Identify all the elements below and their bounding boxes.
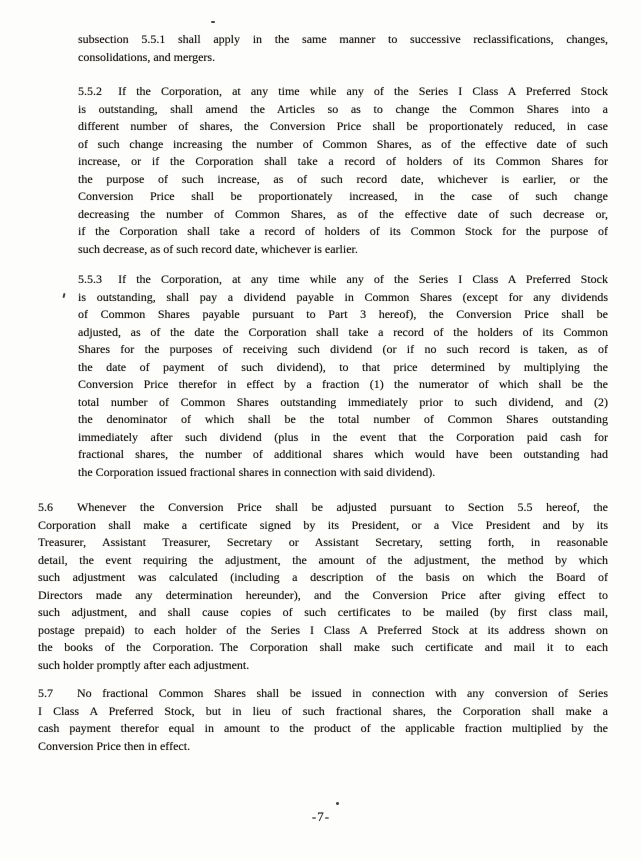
text-line: 5.5.3 If the Corporation, at any time while any of the Series I Class A Preferred Stock (78, 272, 608, 286)
text-line: adjusted, as of the date the Corporation shall take a record of the holders of its Common (78, 324, 608, 339)
text-line: total number of Common Shares outstanding immediately prior to such dividend, and (2) (78, 394, 608, 409)
text-line: 5.7 No fractional Common Shares shall be issued in connection with any conversion of Series (38, 686, 608, 700)
text-line: is outstanding, shall amend the Articles so as to change the Common Shares into a (78, 101, 608, 116)
text-line: the purpose of such increase, as of such record date, whichever is earlier, or the (78, 171, 608, 186)
text-line: of such change increasing the number of Common Shares, as of the effective date of such (78, 136, 608, 151)
text-line: Treasurer, Assistant Treasurer, Secretary or Assistant Secretary, setting forth, in reasonable (38, 535, 608, 549)
text-line: Conversion Price shall be proportionately increased, in the case of such change (78, 189, 608, 203)
text-line: cash payment therefor equal in amount to the product of the applicable fraction multiplied by the (38, 721, 608, 735)
text-line: Directors made any determination hereunder), and the Conversion Price after giving effect to (38, 587, 608, 602)
text-line: fractional shares, the number of additional shares which would have been outstanding had (78, 447, 608, 461)
text-line: if the Corporation shall take a record of holders of its Common Stock for the purpose of (78, 224, 608, 238)
text-line: 5.5.2 If the Corporation, at any time while any of the Series I Class A Preferred Stock (78, 84, 608, 98)
page-number: -7- (311, 809, 331, 824)
text-line: Conversion Price therefor in effect by a fraction (1) the numerator of which shall be the (78, 377, 608, 391)
text-line: subsection 5.5.1 shall apply in the same manner to successive reclassifications, changes, (78, 32, 608, 46)
text-line: such holder promptly after each adjustment. (38, 657, 250, 672)
text-line: such adjustment, and shall cause copies of such certificates to be mailed (by first class mail, (38, 605, 608, 619)
text-line: Shares for the purposes of receiving such dividend (or if no such record is taken, as of (78, 342, 608, 356)
text-line: the books of the Corporation. The Corporation shall make such certificate and mail it to each (38, 640, 608, 654)
text-line: the date of payment of such dividend), to that price determined by multiplying the (78, 359, 608, 374)
scan-speck (336, 802, 339, 805)
paragraph-5-6 (38, 499, 608, 674)
scan-speck (211, 21, 215, 23)
text-line: the denominator of which shall be the total number of Common Shares outstanding (78, 412, 608, 426)
text-line: increase, or if the Corporation shall take a record of holders of its Common Shares for (78, 154, 608, 168)
text-line: the Corporation issued fractional shares in connection with said dividend). (78, 464, 436, 479)
text-line: such adjustment was calculated (including a description of the basis on which the Board of (38, 570, 608, 584)
paragraph-5-7 (38, 685, 608, 755)
text-line: immediately after such dividend (plus in the event that the Corporation paid cash for (78, 429, 608, 444)
text-line: Corporation shall make a certificate signed by its President, or a Vice President and by its (38, 517, 608, 532)
paragraph-5-5-3 (78, 271, 608, 481)
scan-speck (62, 293, 65, 298)
text-line: detail, the event requiring the adjustment, the amount of the adjustment, the method by which (38, 552, 608, 567)
text-line: 5.6 Whenever the Conversion Price shall be adjusted pursuant to Section 5.5 hereof, the (38, 500, 608, 514)
text-line: consolidations, and mergers. (78, 49, 216, 64)
text-line: postage prepaid) to each holder of the Series I Class A Preferred Stock at its address shown on (38, 622, 608, 637)
text-line: different number of shares, the Conversion Price shall be proportionately reduced, in case (78, 119, 608, 133)
text-line: such decrease, as of such record date, whichever is earlier. (78, 241, 358, 256)
text-line: I Class A Preferred Stock, but in lieu of such fractional shares, the Corporation shall make a (38, 703, 608, 718)
text-line: Conversion Price then in effect. (38, 738, 191, 753)
paragraph-5-5-2 (78, 83, 608, 258)
text-line: is outstanding, shall pay a dividend payable in Common Shares (except for any dividends (78, 289, 608, 304)
text-line: of Common Shares payable pursuant to Part 3 hereof), the Conversion Price shall be (78, 307, 608, 321)
text-line: decreasing the number of Common Shares, as of the effective date of such decrease or, (78, 206, 608, 221)
paragraph-5-5-1-continuation (78, 31, 608, 66)
